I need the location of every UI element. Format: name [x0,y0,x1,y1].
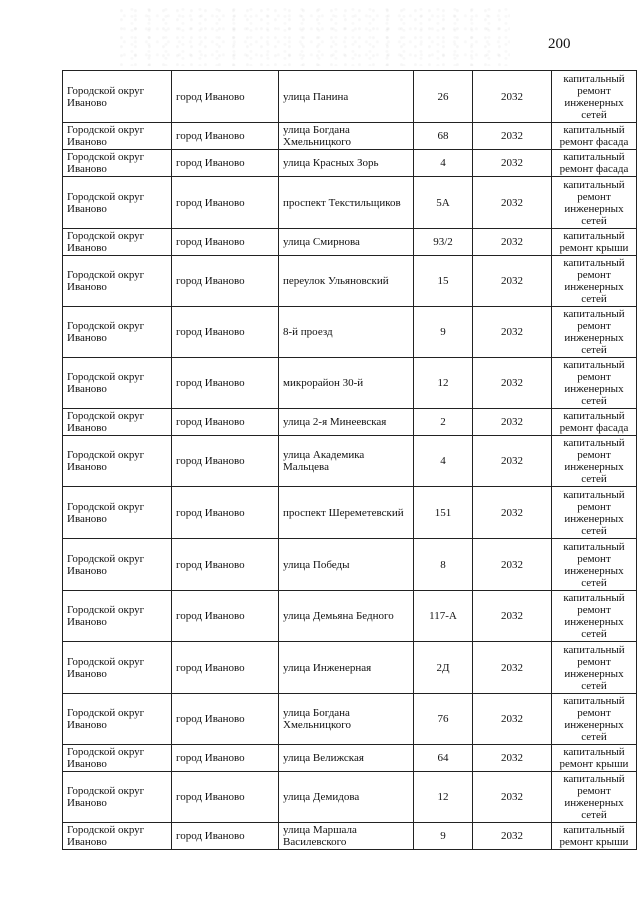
work-type-cell: капитальный ремонт крыши [552,823,637,850]
street-cell: переулок Ульяновский [279,256,414,307]
house-number-cell: 117-А [414,591,473,642]
street-cell: улица Демидова [279,772,414,823]
work-type-cell: капитальный ремонт инженерных сетей [552,307,637,358]
district-cell: Городской округ Иваново [63,694,172,745]
work-type-cell: капитальный ремонт инженерных сетей [552,539,637,591]
work-type-cell: капитальный ремонт фасада [552,409,637,436]
district-cell: Городской округ Иваново [63,150,172,177]
district-cell: Городской округ Иваново [63,71,172,123]
city-cell: город Иваново [172,436,279,487]
table-row [63,772,637,823]
district-cell: Городской округ Иваново [63,823,172,850]
city-cell: город Иваново [172,487,279,539]
district-cell: Городской округ Иваново [63,307,172,358]
house-number-cell: 2Д [414,642,473,694]
district-cell: Городской округ Иваново [63,642,172,694]
table-row [63,71,637,123]
year-cell: 2032 [473,642,552,694]
work-type-cell: капитальный ремонт инженерных сетей [552,358,637,409]
table-body [63,71,637,850]
house-number-cell: 15 [414,256,473,307]
house-number-cell: 26 [414,71,473,123]
year-cell: 2032 [473,123,552,150]
year-cell: 2032 [473,694,552,745]
year-cell: 2032 [473,71,552,123]
work-type-cell: капитальный ремонт инженерных сетей [552,591,637,642]
table-row [63,229,637,256]
registry-table [62,70,637,850]
street-cell: улица Инженерная [279,642,414,694]
table-row [63,487,637,539]
scan-noise [120,8,510,66]
street-cell: проспект Шереметевский [279,487,414,539]
district-cell: Городской округ Иваново [63,539,172,591]
year-cell: 2032 [473,177,552,229]
city-cell: город Иваново [172,409,279,436]
year-cell: 2032 [473,772,552,823]
year-cell: 2032 [473,487,552,539]
table-row [63,409,637,436]
house-number-cell: 76 [414,694,473,745]
district-cell: Городской округ Иваново [63,177,172,229]
year-cell: 2032 [473,539,552,591]
street-cell: 8-й проезд [279,307,414,358]
table-row [63,539,637,591]
district-cell: Городской округ Иваново [63,591,172,642]
house-number-cell: 4 [414,150,473,177]
district-cell: Городской округ Иваново [63,123,172,150]
table-row [63,358,637,409]
table-row [63,150,637,177]
table-row [63,694,637,745]
street-cell: улица Богдана Хмельницкого [279,694,414,745]
year-cell: 2032 [473,823,552,850]
table-row [63,745,637,772]
table-row [63,591,637,642]
work-type-cell: капитальный ремонт инженерных сетей [552,436,637,487]
table-row [63,436,637,487]
district-cell: Городской округ Иваново [63,745,172,772]
city-cell: город Иваново [172,772,279,823]
district-cell: Городской округ Иваново [63,487,172,539]
street-cell: проспект Текстильщиков [279,177,414,229]
work-type-cell: капитальный ремонт крыши [552,229,637,256]
street-cell: улица Велижская [279,745,414,772]
street-cell: улица Победы [279,539,414,591]
district-cell: Городской округ Иваново [63,436,172,487]
district-cell: Городской округ Иваново [63,409,172,436]
year-cell: 2032 [473,229,552,256]
street-cell: улица Богдана Хмельницкого [279,123,414,150]
table-row [63,823,637,850]
street-cell: улица Панина [279,71,414,123]
house-number-cell: 12 [414,358,473,409]
street-cell: улица Смирнова [279,229,414,256]
table-row [63,307,637,358]
table-row [63,123,637,150]
work-type-cell: капитальный ремонт фасада [552,150,637,177]
work-type-cell: капитальный ремонт инженерных сетей [552,256,637,307]
work-type-cell: капитальный ремонт инженерных сетей [552,642,637,694]
city-cell: город Иваново [172,123,279,150]
house-number-cell: 4 [414,436,473,487]
district-cell: Городской округ Иваново [63,256,172,307]
work-type-cell: капитальный ремонт фасада [552,123,637,150]
work-type-cell: капитальный ремонт крыши [552,745,637,772]
street-cell: улица Демьяна Бедного [279,591,414,642]
city-cell: город Иваново [172,71,279,123]
street-cell: микрорайон 30-й [279,358,414,409]
year-cell: 2032 [473,745,552,772]
street-cell: улица Академика Мальцева [279,436,414,487]
street-cell: улица 2-я Минеевская [279,409,414,436]
year-cell: 2032 [473,591,552,642]
city-cell: город Иваново [172,591,279,642]
table-row [63,256,637,307]
house-number-cell: 12 [414,772,473,823]
city-cell: город Иваново [172,823,279,850]
house-number-cell: 9 [414,307,473,358]
house-number-cell: 2 [414,409,473,436]
district-cell: Городской округ Иваново [63,772,172,823]
city-cell: город Иваново [172,229,279,256]
city-cell: город Иваново [172,177,279,229]
year-cell: 2032 [473,358,552,409]
city-cell: город Иваново [172,694,279,745]
work-type-cell: капитальный ремонт инженерных сетей [552,71,637,123]
house-number-cell: 68 [414,123,473,150]
year-cell: 2032 [473,150,552,177]
house-number-cell: 8 [414,539,473,591]
year-cell: 2032 [473,307,552,358]
house-number-cell: 151 [414,487,473,539]
table-row [63,642,637,694]
city-cell: город Иваново [172,539,279,591]
house-number-cell: 5А [414,177,473,229]
city-cell: город Иваново [172,358,279,409]
work-type-cell: капитальный ремонт инженерных сетей [552,694,637,745]
city-cell: город Иваново [172,150,279,177]
year-cell: 2032 [473,436,552,487]
city-cell: город Иваново [172,307,279,358]
city-cell: город Иваново [172,642,279,694]
district-cell: Городской округ Иваново [63,229,172,256]
house-number-cell: 93/2 [414,229,473,256]
page-number: 200 [548,36,571,52]
table-row [63,177,637,229]
city-cell: город Иваново [172,745,279,772]
year-cell: 2032 [473,409,552,436]
house-number-cell: 64 [414,745,473,772]
city-cell: город Иваново [172,256,279,307]
street-cell: улица Маршала Василевского [279,823,414,850]
district-cell: Городской округ Иваново [63,358,172,409]
work-type-cell: капитальный ремонт инженерных сетей [552,487,637,539]
work-type-cell: капитальный ремонт инженерных сетей [552,177,637,229]
house-number-cell: 9 [414,823,473,850]
street-cell: улица Красных Зорь [279,150,414,177]
work-type-cell: капитальный ремонт инженерных сетей [552,772,637,823]
year-cell: 2032 [473,256,552,307]
